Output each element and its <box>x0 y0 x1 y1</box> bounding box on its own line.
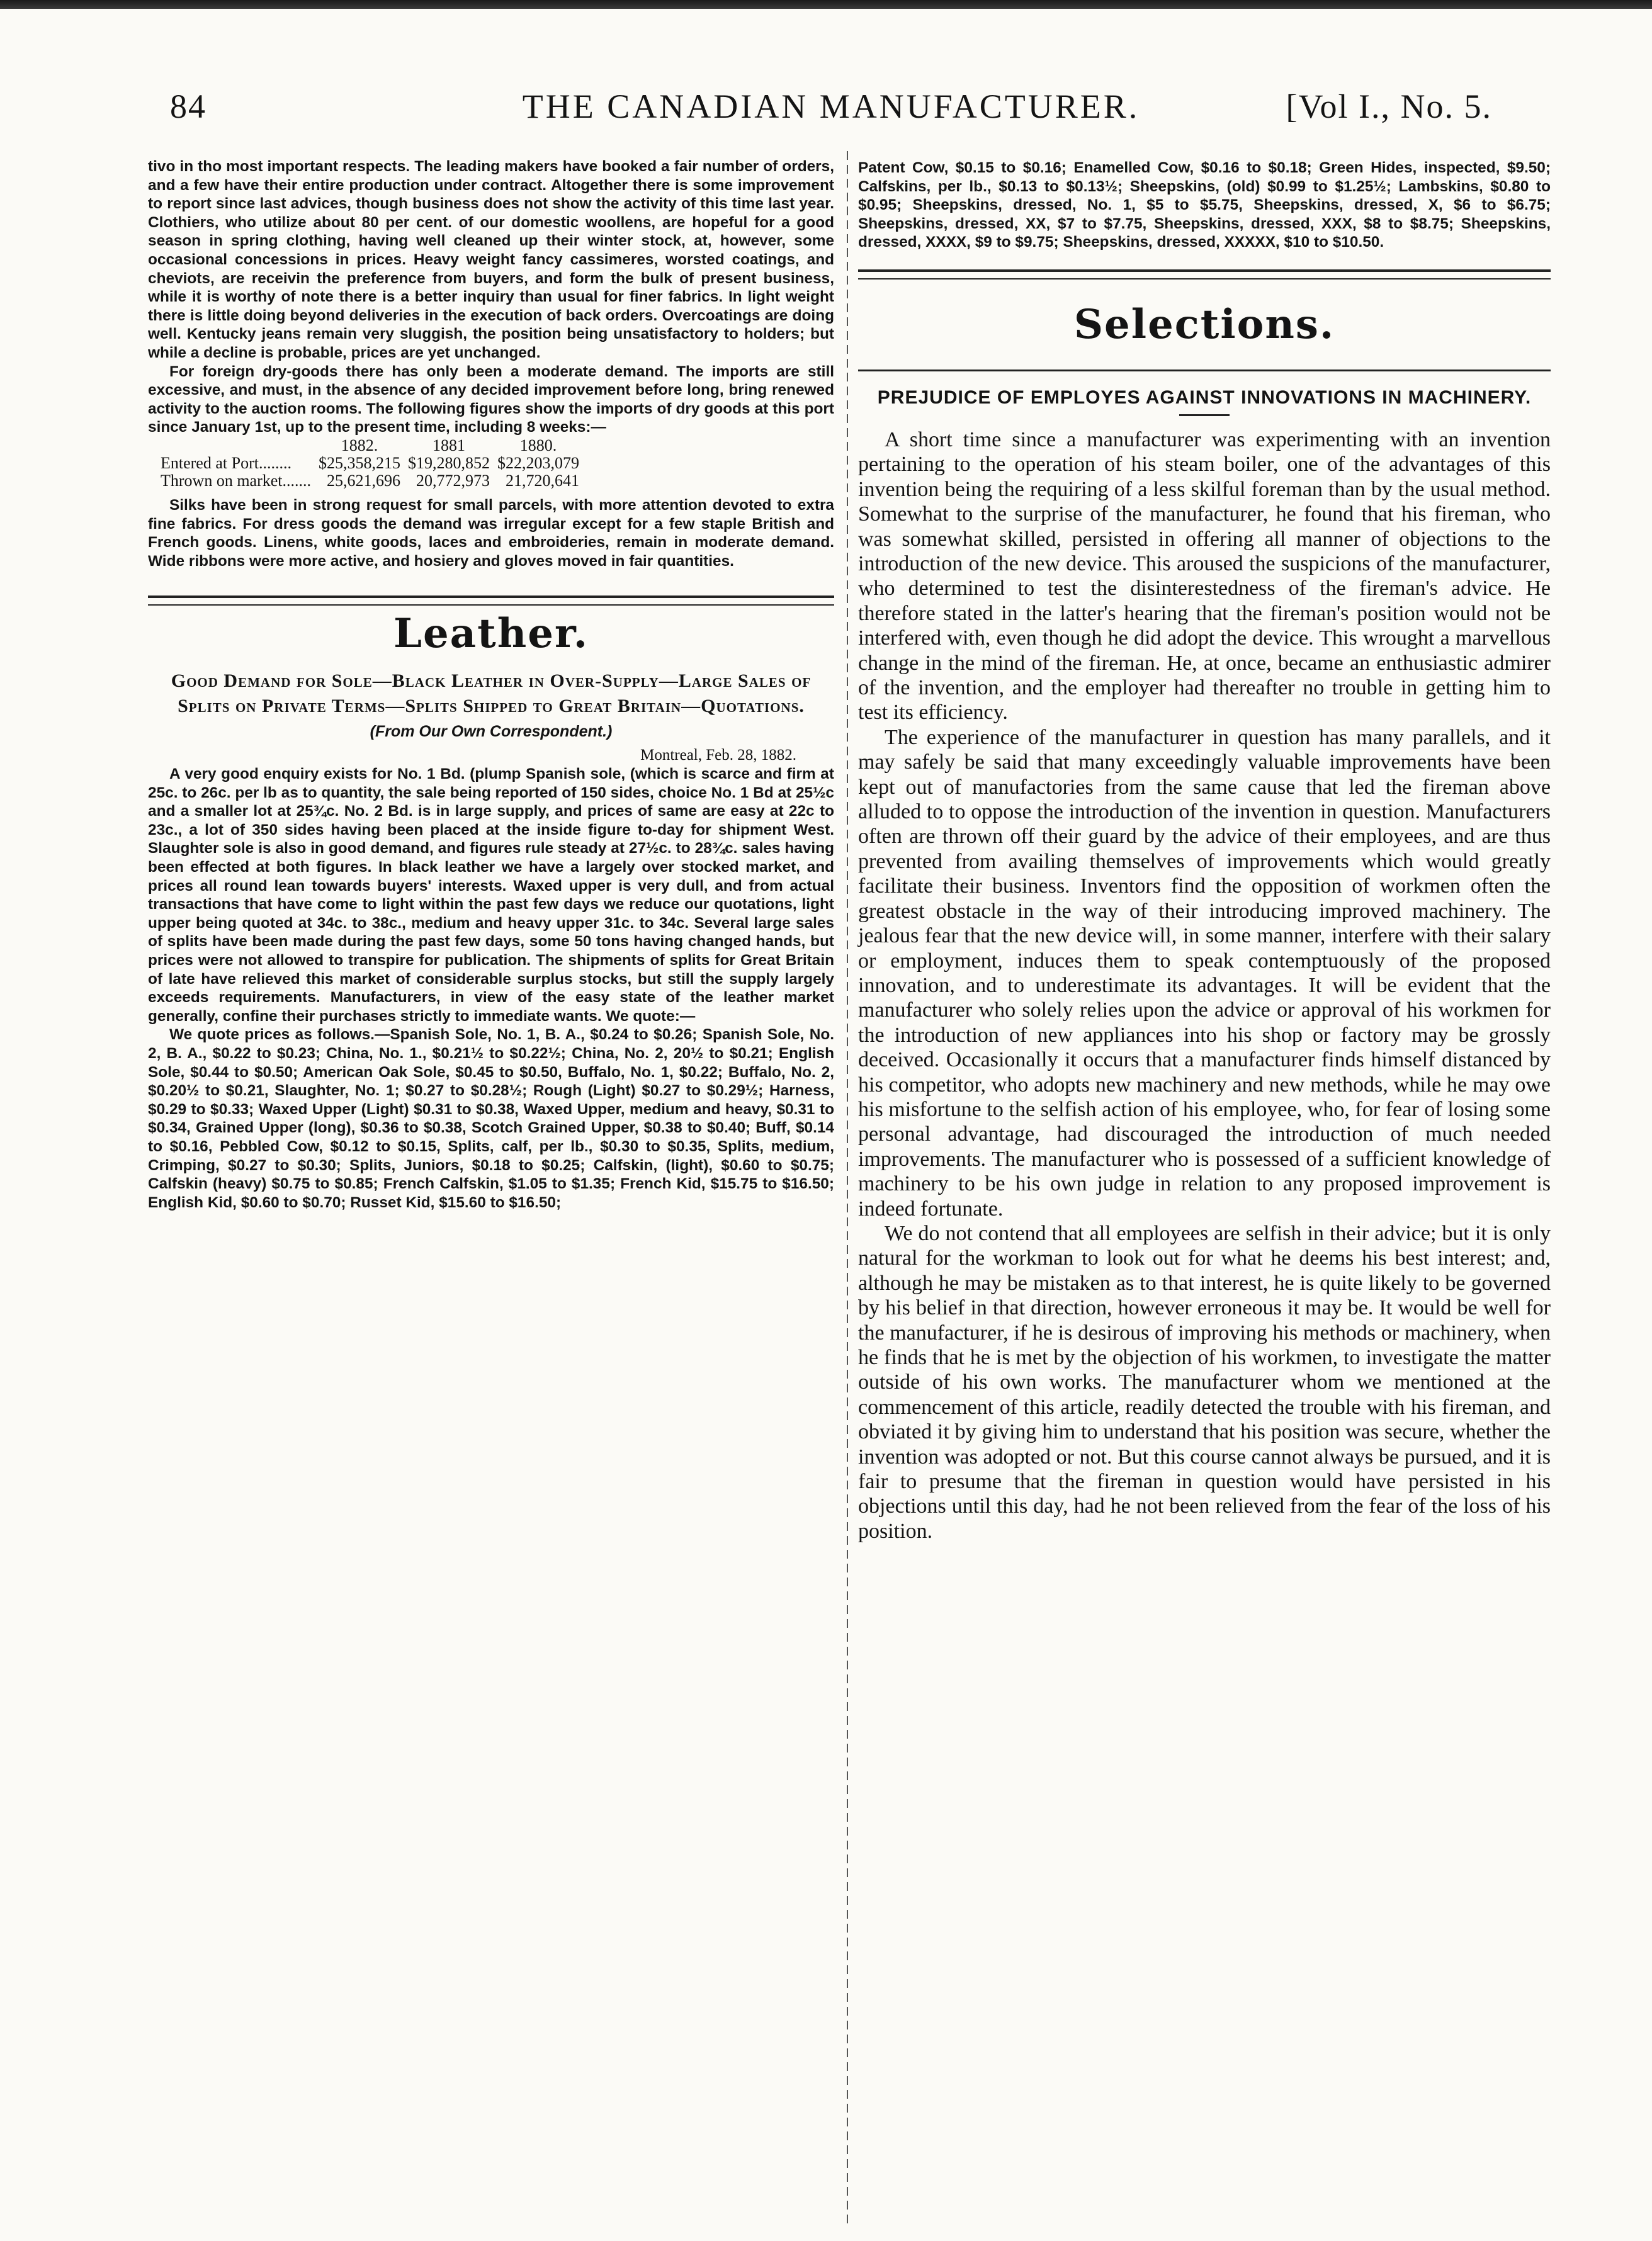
right-column <box>858 159 1551 1544</box>
section-rule <box>858 269 1551 279</box>
article-paragraph: We do not contend that all employees are selfish in their advice; but it is only natural for the workman to look out for what he deems his best interest; and, although he may be mistaken as to that interest, he is quite likely to be governed by his belief in that direction, however erroneous it may be. It would be well for the manufacturer, if he is desirous of improving his methods or machinery, when he finds that he is met by the objection of his workmen, to investigate the matter outside of his own works. The manufacturer whom we mentioned at the commencement of this article, readily detected the trouble with his fireman, and obviated it by giving him to understand that his position was secure, whether the invention was adopted or not. But this course cannot always be pursued, and it is fair to presume that the fireman in question would have persisted in his objections until this day, had he not been relieved from the fear of the loss of his position. <box>858 1221 1551 1543</box>
section-rule <box>148 596 834 606</box>
imports-value: $19,280,852 <box>408 453 490 472</box>
prices-continuation: Patent Cow, $0.15 to $0.16; Enamelled Cow, $0.16 to $0.18; Green Hides, inspected, $9.50; Calfskins, per lb., $0.13 to $0.13½; Sheepskins, (old) $0.99 to $1.25½; Lambskins, $0.80 to $0.95; Sheepskins, dressed, No. 1, $5 to $5.75, Sheepskins, dressed, X, $6 to $6.75; Sheepskins, dressed, XX, $7 to $7.75, Sheepskins, dressed, XXX, $8 to $8.75; Sheepskins, dressed, XXXX, $9 to $9.75; Sheepskins, dressed, XXXXX, $10 to $10.50. <box>858 159 1551 251</box>
silks-paragraph: Silks have been in strong request for small parcels, with more attention devoted to extra fine fabrics. For dress goods the demand was irregular except for a few staple British and French goods. Linens, white goods, laces and embroideries, remain in moderate demand. Wide ribbons were more active, and hosiery and gloves moved in fair quantities. <box>148 496 834 570</box>
imports-year: 1880. <box>519 436 557 454</box>
imports-value: 20,772,973 <box>416 471 490 490</box>
page-number: 84 <box>170 87 206 125</box>
imports-year: 1881 <box>433 436 466 454</box>
scan-top-edge <box>0 0 1652 9</box>
imports-table <box>157 437 583 490</box>
article-body <box>858 427 1551 1544</box>
dry-goods-paragraph: For foreign dry-goods there has only been a moderate demand. The imports are still excessive, and must, in the absence of any decided improvement before long, bring renewed activity to the auction rooms. The following figures show the imports of dry goods at this port since January 1st, up to the present time, including 8 weeks:— <box>148 363 834 436</box>
imports-header-row <box>157 437 583 454</box>
title-rule <box>1179 414 1230 416</box>
leather-subhead: Good Demand for Sole—Black Leather in Over-Supply—Large Sales of Splits on Private Terms—Splits Shipped to Great Britain—Quotations. <box>171 670 812 716</box>
imports-year: 1882. <box>341 436 378 454</box>
article-title: PREJUDICE OF EMPLOYES AGAINST INNOVATIONS IN MACHINERY. <box>877 387 1532 408</box>
imports-row <box>157 472 583 490</box>
dateline: Montreal, Feb. 28, 1882. <box>640 747 796 764</box>
volume-number: [Vol I., No. 5. <box>1286 87 1492 125</box>
imports-value: 25,621,696 <box>327 471 401 490</box>
section-heading-selections: Selections. <box>1073 300 1335 348</box>
imports-value: $25,358,215 <box>319 453 401 472</box>
section-heading-leather: Leather. <box>393 610 589 658</box>
article-paragraph: A short time since a manufacturer was experimenting with an invention pertaining to the operation of his steam boiler, one of the advantages of this invention being the requiring of a less skilful foreman than by the usual method. Somewhat to the surprise of the manufacturer, he found that his fireman, who was somewhat skilled, persisted in offering all manner of objections to the introduction of the new device. This aroused the suspicions of the manufacturer, who determined to test the disinterestedness of the fireman's advice. He therefore stated in the latter's hearing that the fireman's position would not be interfered with, even though he did adopt the device. This wrought a marvellous change in the mind of the fireman. He, at once, became an enthusiastic admirer of the invention, and the employer had thereafter no trouble in getting him to test its efficiency. <box>858 427 1551 725</box>
imports-row-label: Entered at Port........ <box>161 453 291 472</box>
leather-prices-paragraph: We quote prices as follows.—Spanish Sole, No. 1, B. A., $0.24 to $0.26; Spanish Sole, No. 2, B. A., $0.22 to $0.23; China, No. 1., $0.21½ to $0.22½; China, No. 2, 20½ to $0.21; English Sole, $0.44 to $0.50; American Oak Sole, $0.45 to $0.50, Buffalo, No. 1, $0.22; Buffalo, No. 2, $0.20½ to $0.21, Slaughter, No. 1; $0.27 to $0.28½; Rough (Light) $0.27 to $0.29½; Harness, $0.29 to $0.33; Waxed Upper (Light) $0.31 to $0.38, Waxed Upper, medium and heavy, $0.31 to $0.34, Grained Upper (long), $0.36 to $0.38, Scotch Grained Upper, $0.38 to $0.40; Buff, $0.14 to $0.16, Pebbled Cow, $0.12 to $0.15, Splits, calf, per lb., $0.30 to $0.35, Splits, medium, Crimping, $0.27 to $0.30; Splits, Juniors, $0.18 to $0.25; Calfskin, (light), $0.60 to $0.75; Calfskin (heavy) $0.75 to $0.85; French Calfskin, $1.05 to $1.35; French Kid, $15.75 to $16.50; English Kid, $0.60 to $0.70; Russet Kid, $15.60 to $16.50; <box>148 1026 834 1211</box>
correspondent-note: (From Our Own Correspondent.) <box>370 722 613 740</box>
leather-paragraph: A very good enquiry exists for No. 1 Bd. (plump Spanish sole, (which is scarce and firm at 25c. to 26c. per lb as to quantity, the sale being reported of 150 sides, choice No. 1 Bd at 25½c and a smaller lot at 25¾c. No. 2 Bd. is in large supply, and prices of same are easy at 22c to 23c., a lot of 350 sides having been placed at the inside figure to-day for shipment West. Slaughter sole is also in good demand, and figures rule steady at 27½c. to 28¾c. sales having been effected at both figures. In black leather we have a largely over stocked market, and prices all round lean towards buyers' interests. Waxed upper is very dull, and from actual transactions that have come to light within the past few days we reduce our quotations, light upper being quoted at 34c. to 38c., medium and heavy upper 31c. to 34c. Several large sales of splits have been made during the past few days, some 50 tons having changed hands, but prices were not allowed to transpire for publication. The shipments of splits for Great Britain of late have relieved this market of considerable surplus stocks, but still the supply largely exceeds requirements. Manufacturers, in view of the easy state of the leather market generally, confine their purchases strictly to immediate wants. We quote:— <box>148 765 834 1025</box>
imports-row <box>157 454 583 472</box>
article-paragraph: The experience of the manufacturer in question has many parallels, and it may safely be said that many exceedingly valuable improvements have been kept out of manufactories from the same cause that led the fireman above alluded to to oppose the introduction of the invention in question. Manufacturers often are thrown off their guard by the advice of their employees, and are thus prevented from availing themselves of improvements which would greatly facilitate their business. Inventors find the opposition of workmen often the greatest obstacle in the way of their introducing improved machinery. The jealous fear that the new device will, in some manner, interfere with their salary or employment, induces them to speak contemptuously of the proposed innovation, and to underestimate its advantages. It will be evident that the manufacturer who solely relies upon the advice or approval of his workmen for the introduction of new appliances into his shop or factory may be grossly deceived. Occasionally it occurs that a manufacturer finds himself distanced by his competitor, who adopts new machinery and new methods, while he may owe his misfortune to the selfish action of his employee, who, for fear of losing some personal advantage, had discouraged the introduction of much needed improvements. The manufacturer who is possessed of a sufficient knowledge of machinery to be his own judge in relation to any proposed improvement is indeed fortunate. <box>858 725 1551 1221</box>
imports-value: $22,203,079 <box>497 453 580 472</box>
left-column <box>148 157 834 1212</box>
imports-value: 21,720,641 <box>506 471 580 490</box>
publication-title: THE CANADIAN MANUFACTURER. <box>522 87 1140 125</box>
imports-row-label: Thrown on market....... <box>161 471 312 490</box>
dry-goods-paragraph: tivo in tho most important respects. The leading makers have booked a fair number of orders, and a few have their entire production under contract. Altogether there is some improvement to report since last advices, though business does not show the activity of this time last year. Clothiers, who utilize about 80 per cent. of our domestic woollens, are hopeful for a good season in spring clothing, having well cleaned up their winter stock, at, however, some occasional concessions in prices. Heavy weight fancy cassimeres, worsted coatings, and cheviots, are receivin the preference from buyers, and form the bulk of present business, while it is worthy of note there is a better inquiry than usual for finer fabrics. In light weight there is little doing beyond deliveries in the execution of back orders. Overcoatings are doing well. Kentucky jeans remain very sluggish, the position being unsatisfactory to holders; but while a decline is probable, prices are yet unchanged. <box>148 158 834 361</box>
page-header <box>170 87 1492 131</box>
column-divider <box>847 151 848 2228</box>
